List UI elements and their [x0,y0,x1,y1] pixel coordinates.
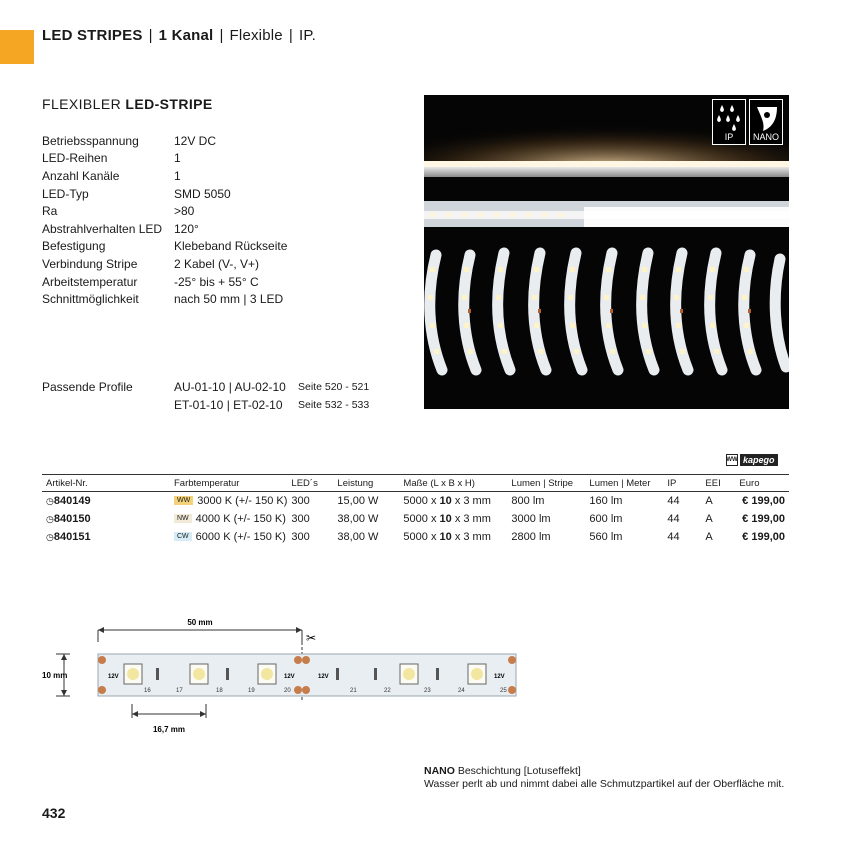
segment-number: 25 [500,688,507,694]
dimension-height: x 3 mm [451,530,491,543]
segment-number: 16 [144,688,151,694]
segment-number: 21 [350,688,357,694]
color-temperature [170,528,287,546]
spec-row [42,202,287,220]
power: 38,00 W [337,530,379,543]
segment-number: 17 [176,688,183,694]
segment-number: 19 [248,688,255,694]
col-ip: IP [663,475,701,492]
header-category: LED STRIPES [42,27,143,44]
spec-value: >80 [174,204,195,219]
header-channel: 1 Kanal [158,27,214,44]
color-temperature [170,492,287,510]
color-temperature-value: 3000 K (+/- 150 K) [197,494,288,507]
profile-row [42,396,369,414]
lumen-meter: 560 lm [589,530,623,543]
lotus-leaf-icon [753,103,781,133]
col-leds: LED´s [287,475,333,492]
voltage-marking: 12V [108,674,119,680]
nano-note-line2: Wasser perlt ab und nimmt dabei alle Schmutzpartikel auf der Oberfläche mit. [424,778,785,790]
dimension-length: 5000 x [403,530,440,543]
cut-length-label: 50 mm [187,618,213,627]
product-photo [424,95,789,409]
spec-row [42,238,287,256]
led-count: 300 [291,494,310,507]
article-symbol-icon: ◷ [46,513,54,524]
brand-logo [726,454,778,466]
table-row [42,492,789,510]
page-number: 432 [42,805,66,821]
dimension-width: 10 [439,494,452,507]
ip-rating: 44 [667,530,680,543]
spec-label: Anzahl Kanäle [42,168,120,183]
dimension-length: 5000 x [403,494,440,507]
strip-dimension-diagram [40,612,520,742]
article-number [42,492,170,510]
dimensions [399,510,507,528]
spec-label: Schnittmöglichkeit [42,292,139,307]
spec-label: Betriebsspannung [42,133,139,148]
spec-label: Verbindung Stripe [42,256,138,271]
voltage-marking: 12V [318,674,329,680]
power: 38,00 W [337,512,379,525]
spec-label: LED-Typ [42,186,89,201]
lumen-stripe: 3000 lm [511,512,551,525]
spec-row [42,132,287,150]
col-price: Euro [735,475,789,492]
article-number-value: 840151 [53,530,91,543]
color-temperature-value: 6000 K (+/- 150 K) [195,530,286,543]
spec-label: Abstrahlverhalten LED [42,221,163,236]
header-type: Flexible [229,27,283,44]
spec-label: LED-Reihen [42,151,108,166]
spec-row [42,220,287,238]
price: € 199,00 [742,494,785,507]
spec-label: Befestigung [42,239,106,254]
spec-value: 2 Kabel (V-, V+) [174,256,260,271]
voltage-marking: 12V [494,674,505,680]
color-temperature [170,510,287,528]
product-title-light: FLEXIBLER [42,96,126,112]
spec-row [42,290,287,308]
spec-label: Ra [42,204,58,219]
col-dimensions: Maße (L x B x H) [399,475,507,492]
dimension-height: x 3 mm [451,512,491,525]
header-ip: IP. [298,27,316,44]
water-drops-icon [716,103,744,133]
dimensions [399,528,507,546]
article-number [42,510,170,528]
spec-value: SMD 5050 [174,186,231,201]
lumen-stripe: 800 lm [511,494,545,507]
eei-class: A [705,494,713,507]
nano-description [424,765,784,791]
spec-value: 12V DC [174,133,217,148]
table-row [42,510,789,528]
product-table [42,474,789,546]
profile-page: Seite 520 - 521 [298,381,370,393]
spec-value: -25° bis + 55° C [174,274,259,289]
page-header [42,27,316,44]
dimension-width: 10 [439,530,452,543]
color-tag: NW [174,514,192,523]
product-title-bold: LED-STRIPE [125,96,213,112]
spec-value: Klebeband Rückseite [174,239,288,254]
lumen-meter: 160 lm [589,494,623,507]
spec-label: Arbeitstemperatur [42,274,138,289]
matching-profiles [42,378,369,414]
led-count: 300 [291,530,310,543]
color-temperature-value: 4000 K (+/- 150 K) [195,512,286,525]
strip-width-label: 10 mm [42,671,68,680]
nano-badge-label: NANO [752,132,779,142]
price: € 199,00 [742,512,785,525]
header-separator: | [219,27,224,44]
power: 15,00 W [337,494,379,507]
lumen-meter: 600 lm [589,512,623,525]
spec-value: 120° [174,221,199,236]
led-pitch-label: 16,7 mm [152,725,186,734]
scissors-icon: ✂ [306,631,317,645]
chapter-color-tab [0,30,34,64]
article-symbol-icon: ◷ [46,531,54,542]
col-lumen-meter: Lumen | Meter [585,475,663,492]
table-header-row [42,475,789,492]
nano-badge [749,99,783,145]
spec-value: 1 [174,151,181,166]
ww-logo: WW [726,454,738,466]
segment-number: 22 [384,688,391,694]
table-row [42,528,789,546]
spec-row [42,255,287,273]
ip-rating: 44 [667,494,680,507]
header-separator: | [148,27,153,44]
segment-number: 18 [216,688,223,694]
profile-page: Seite 532 - 533 [298,399,370,411]
spec-row [42,185,287,203]
article-symbol-icon: ◷ [46,495,54,506]
ip-rating: 44 [667,512,680,525]
profiles-label: Passende Profile [42,380,133,394]
spec-list [42,132,287,308]
header-separator: | [288,27,293,44]
profile-codes: AU-01-10 | AU-02-10 [174,380,286,394]
eei-class: A [705,530,713,543]
segment-number: 24 [458,688,465,694]
nano-note-title: NANO [424,765,455,777]
dimension-height: x 3 mm [451,494,491,507]
lumen-stripe: 2800 lm [511,530,551,543]
dimension-length: 5000 x [403,512,440,525]
col-color-temp: Farbtemperatur [170,475,287,492]
profile-codes: ET-01-10 | ET-02-10 [174,398,283,412]
color-tag: CW [174,532,192,541]
ip-badge-label: IP [724,132,734,142]
col-lumen-stripe: Lumen | Stripe [507,475,585,492]
spec-row [42,150,287,168]
col-power: Leistung [333,475,399,492]
color-tag: WW [174,496,193,505]
voltage-marking: 12V [284,674,295,680]
led-count: 300 [291,512,310,525]
kapego-logo: kapego [740,454,778,466]
eei-class: A [705,512,713,525]
col-article: Artikel-Nr. [42,475,170,492]
col-eei: EEI [701,475,735,492]
segment-number: 23 [424,688,431,694]
article-number [42,528,170,546]
dimension-width: 10 [439,512,452,525]
spec-value: nach 50 mm | 3 LED [174,292,284,307]
dimensions [399,492,507,510]
nano-note-line1: Beschichtung [Lotuseffekt] [454,765,581,777]
price: € 199,00 [742,530,785,543]
article-number-value: 840149 [53,494,91,507]
ip-badge [712,99,746,145]
article-number-value: 840150 [53,512,91,525]
segment-number: 20 [284,688,291,694]
product-title [42,96,213,112]
spec-row [42,273,287,291]
spec-value: 1 [174,168,181,183]
profile-row [42,378,369,396]
spec-row [42,167,287,185]
